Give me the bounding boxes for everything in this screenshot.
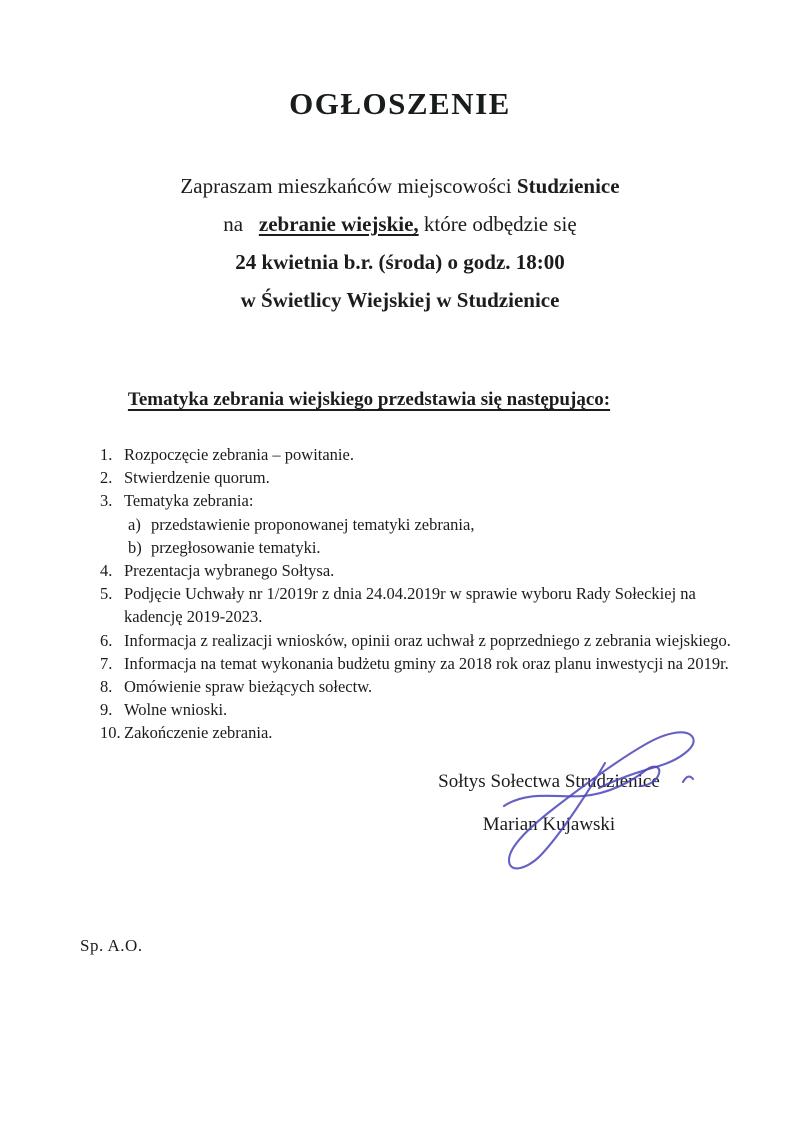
agenda-item xyxy=(100,721,772,744)
agenda-item-text: Zakończenie zebrania. xyxy=(124,723,273,743)
page-title: OGŁOSZENIE xyxy=(289,86,511,121)
agenda-item xyxy=(100,466,772,489)
agenda-subitem xyxy=(128,536,772,559)
agenda-item xyxy=(100,629,772,652)
agenda-item-marker: 3. xyxy=(100,491,113,511)
invitation-text-segment: zebranie wiejskie, xyxy=(258,212,419,236)
agenda-item xyxy=(100,675,772,698)
agenda-list xyxy=(100,443,772,745)
agenda-item-marker: 1. xyxy=(100,445,113,464)
signature-role: Sołtys Sołectwa Strudzienice xyxy=(438,771,660,792)
agenda-item xyxy=(100,443,772,466)
invitation-text-segment: w Świetlicy Wiejskiej w Studzienice xyxy=(240,288,560,312)
agenda-item-marker: 10. xyxy=(100,723,121,743)
signature-name: Marian Kujawski xyxy=(482,814,616,835)
footer-reference: Sp. A.O. xyxy=(80,936,143,955)
agenda-item-text: Informacja na temat wykonania budżetu gminy za 2018 rok oraz planu inwestycji na 2019r. xyxy=(124,653,729,673)
invitation-line xyxy=(0,205,800,243)
agenda-subitem xyxy=(128,513,772,536)
agenda-item xyxy=(100,559,772,582)
agenda-item-marker: 5. xyxy=(100,584,113,604)
agenda-item-text: przedstawienie proponowanej tematyki zebrania, xyxy=(151,514,475,534)
agenda-item xyxy=(100,489,772,512)
agenda-item-text: przegłosowanie tematyki. xyxy=(151,537,321,557)
agenda-item-text: Prezentacja wybranego Sołtysa. xyxy=(124,561,335,581)
invitation-text-segment: 24 kwietnia b.r. (środa) o godz. 18:00 xyxy=(235,250,565,274)
agenda-item-marker: 6. xyxy=(100,630,113,650)
agenda-item-marker: 7. xyxy=(100,653,113,673)
invitation-text-segment: które odbędzie się xyxy=(418,212,577,236)
invitation-line xyxy=(0,243,800,281)
agenda-item-text: Omówienie spraw bieżących sołectw. xyxy=(124,677,373,697)
agenda-item-text: Rozpoczęcie zebrania – powitanie. xyxy=(124,445,354,464)
agenda-item-text: Informacja z realizacji wniosków, opinii oraz uchwał z poprzedniego z zebrania wiejskiego. xyxy=(124,630,731,650)
invitation-text-segment: Studzienice xyxy=(516,174,620,198)
agenda-item-text: Stwierdzenie quorum. xyxy=(124,468,270,488)
agenda-item xyxy=(100,652,772,675)
agenda-item-marker: 4. xyxy=(100,561,113,581)
agenda-item-marker: 2. xyxy=(100,468,113,488)
agenda-item-marker: 8. xyxy=(100,677,113,697)
agenda-item xyxy=(100,582,772,628)
invitation-line xyxy=(0,167,800,205)
invitation-line xyxy=(0,281,800,319)
agenda-item-text: Podjęcie Uchwały nr 1/2019r z dnia 24.04.2019r w sprawie wyboru Rady Sołeckiej na kadencję 2019-2023. xyxy=(124,584,696,627)
invitation-text-segment: na xyxy=(223,212,259,236)
invitation-text-segment: Zapraszam mieszkańców miejscowości xyxy=(180,174,517,198)
agenda-item-text: Tematyka zebrania: xyxy=(124,491,254,511)
invitation-paragraph xyxy=(0,167,800,319)
agenda-heading: Tematyka zebrania wiejskiego przedstawia się następująco: xyxy=(127,389,611,410)
agenda-item xyxy=(100,698,772,721)
signature-block xyxy=(436,760,662,846)
agenda-item-marker: a) xyxy=(128,514,141,534)
agenda-item-marker: b) xyxy=(128,537,142,557)
agenda-item-text: Wolne wnioski. xyxy=(124,700,228,720)
agenda-item-marker: 9. xyxy=(100,700,113,720)
